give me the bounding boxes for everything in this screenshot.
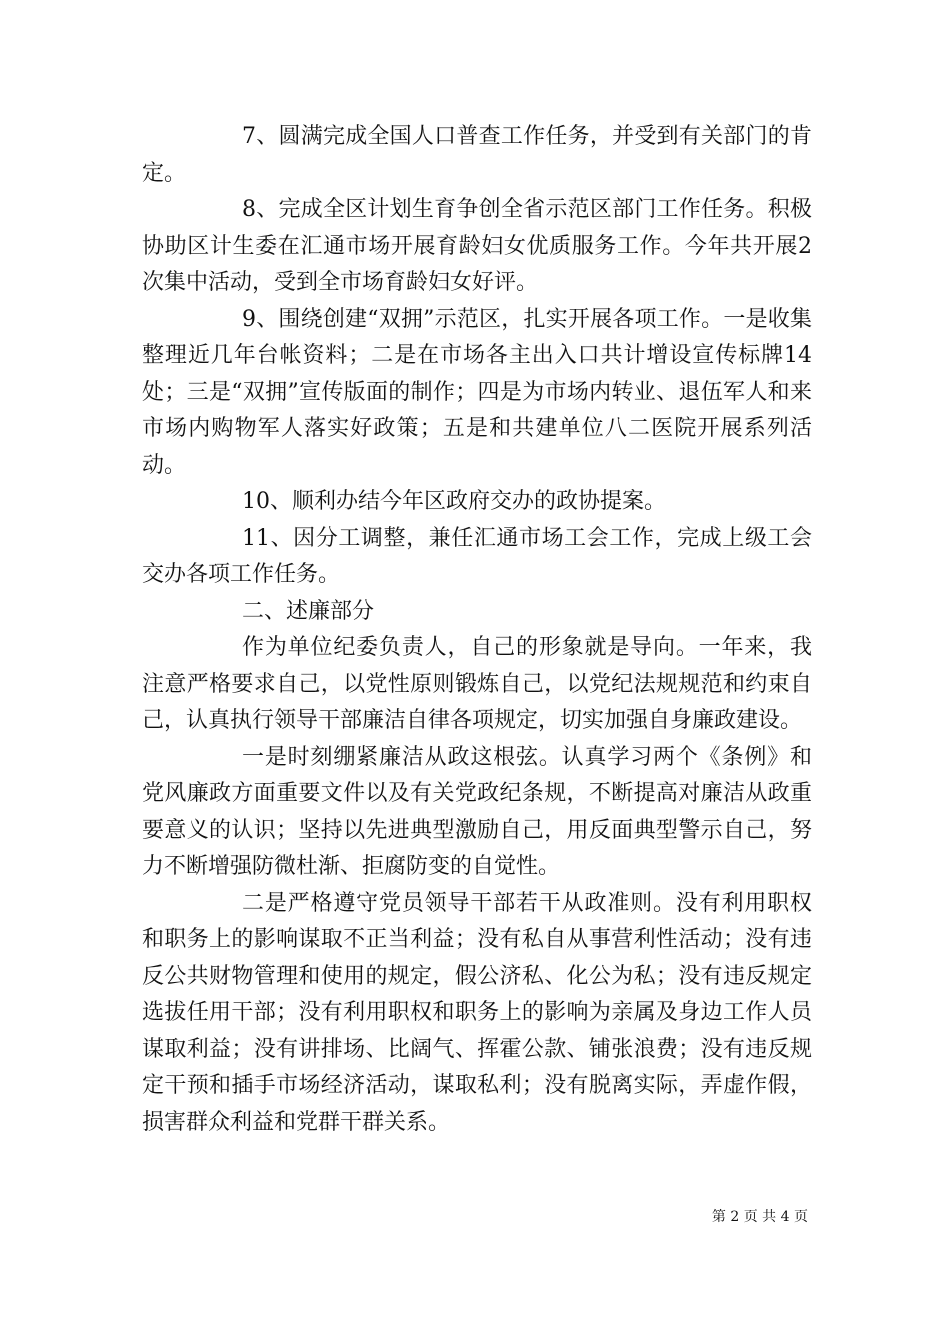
section-heading: 二、述廉部分: [242, 598, 375, 624]
paragraph-item-11: 11、因分工调整，兼任汇通市场工会工作，完成上级工会交办各项工作任务。: [142, 525, 812, 587]
paragraph-item-10: 10、顺利办结今年区政府交办的政协提案。: [242, 489, 666, 514]
paragraph-intro: 作为单位纪委负责人，自己的形象就是导向。一年来，我注意严格要求自己，以党性原则锻炼自己，以党纪法规规范和约束自己，认真执行领导干部廉洁自律各项规定，切实加强自身廉政建设。: [142, 635, 812, 733]
paragraph-item-8: 8、完成全区计划生育争创全省示范区部门工作任务。积极协助区计生委在汇通市场开展育龄妇女优质服务工作。今年共开展2次集中活动，受到全市场育龄妇女好评。: [142, 197, 812, 295]
paragraph-point-two: 二是严格遵守党员领导干部若干从政准则。没有利用职权和职务上的影响谋取不正当利益；没有私自从事营利性活动；没有违反公共财物管理和使用的规定，假公济私、化公为私；没有违反规定选拔任用干部；没有利用职权和职务上的影响为亲属及身边工作人员谋取利益；没有讲排场、比阔气、挥霍公款、铺张浪费；没有违反规定干预和插手市场经济活动，谋取私利；没有脱离实际，弄虚作假，损害群众利益和党群干群关系。: [142, 890, 812, 1135]
paragraph-point-one: 一是时刻绷紧廉洁从政这根弦。认真学习两个《条例》和党风廉政方面重要文件以及有关党政纪条规，不断提高对廉洁从政重要意义的认识；坚持以先进典型激励自己，用反面典型警示自己，努力不断增强防微杜渐、拒腐防变的自觉性。: [142, 744, 812, 879]
paragraph-item-7: 7、圆满完成全国人口普查工作任务，并受到有关部门的肯定。: [142, 124, 812, 186]
page-number: 第 2 页 共 4 页: [711, 1209, 808, 1225]
document-body: [142, 119, 812, 1141]
paragraph-item-9: 9、围绕创建“双拥”示范区，扎实开展各项工作。一是收集整理近几年台帐资料；二是在市场各主出入口共计增设宣传标牌14处；三是“双拥”宣传版面的制作；四是为市场内转业、退伍军人和来市场内购物军人落实好政策；五是和共建单位八二医院开展系列活动。: [142, 306, 812, 478]
